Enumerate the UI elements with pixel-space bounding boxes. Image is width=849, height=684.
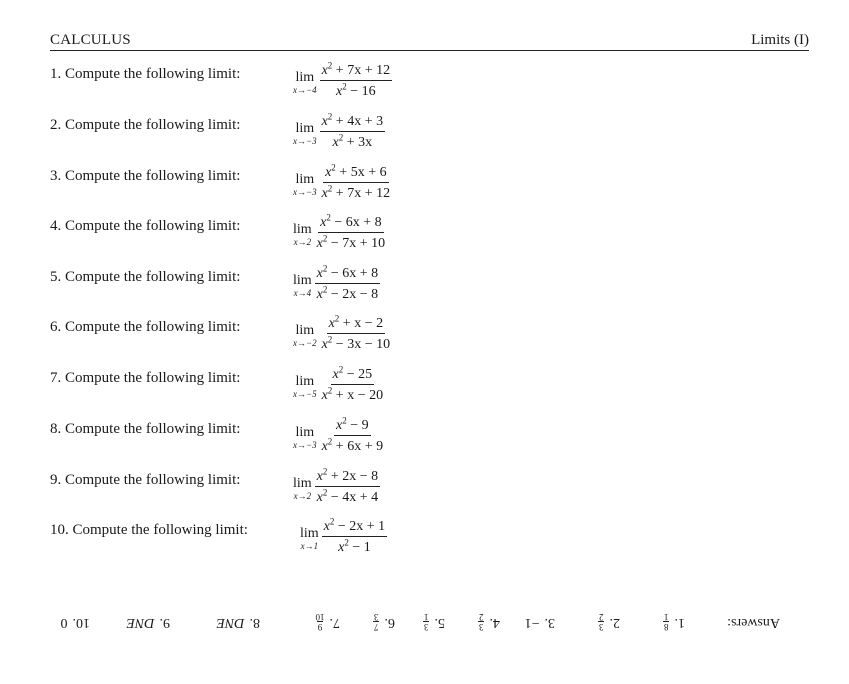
numerator	[318, 214, 384, 233]
numerator-terms: − 25	[343, 367, 373, 382]
limit-expression	[293, 58, 392, 104]
limit-expression	[293, 261, 380, 307]
answer-value: DNE	[216, 615, 245, 630]
limit-arrow: →	[297, 440, 306, 450]
limit-variable: x	[293, 187, 297, 197]
answer-value: 0	[60, 615, 68, 630]
problem-5	[50, 261, 450, 307]
numerator-terms: − 6x + 8	[327, 266, 379, 281]
limit-variable: x	[293, 491, 298, 501]
numerator	[322, 518, 388, 537]
denominator-exponent: 2	[327, 183, 333, 194]
answer-3	[525, 608, 555, 636]
problem-label	[50, 421, 240, 438]
limit-variable: x	[300, 541, 305, 551]
problem-1	[50, 58, 450, 104]
numerator-exponent: 2	[342, 415, 347, 426]
problem-number: 4.	[50, 218, 62, 234]
denominator-exponent: 2	[338, 132, 344, 143]
answer-numerator: 3	[424, 622, 429, 633]
denominator-terms: − 2x − 8	[327, 287, 379, 302]
denominator-variable: x	[332, 135, 339, 150]
denominator	[315, 284, 381, 303]
denominator-exponent: 2	[322, 487, 328, 498]
problem-2	[50, 109, 450, 155]
limit-subscript	[293, 339, 317, 348]
numerator-variable: x	[323, 519, 330, 534]
denominator-variable: x	[321, 439, 328, 454]
limit-arrow: →	[297, 237, 307, 247]
lim-word: lim	[300, 526, 319, 541]
denominator-variable: x	[321, 388, 328, 403]
problem-label	[50, 66, 240, 83]
denominator-terms: + x − 20	[332, 388, 384, 403]
numerator	[334, 417, 371, 436]
limit-operator	[293, 426, 317, 450]
answer-number: 10.	[72, 615, 90, 630]
denominator	[315, 487, 381, 506]
problem-number: 7.	[50, 370, 62, 386]
problem-number: 6.	[50, 319, 62, 335]
answer-denominator: 10	[315, 612, 325, 623]
denominator-variable: x	[316, 287, 323, 302]
denominator-variable: x	[316, 236, 323, 251]
numerator-variable: x	[328, 316, 335, 331]
limit-point: 2	[306, 491, 312, 501]
denominator	[320, 436, 386, 455]
limit-operator	[293, 274, 312, 298]
answer-8	[217, 608, 261, 636]
denominator	[320, 385, 386, 404]
limit-variable: x	[293, 389, 297, 399]
numerator	[320, 62, 393, 81]
limit-operator	[300, 527, 319, 551]
numerator-terms: + x − 2	[339, 316, 384, 331]
problem-8	[50, 413, 450, 459]
rational-function	[320, 315, 393, 353]
problem-number: 8.	[50, 421, 62, 437]
answer-number: 9.	[159, 615, 170, 630]
answers-label: Answers:	[727, 615, 780, 630]
numerator-terms: + 7x + 12	[332, 63, 391, 78]
denominator-exponent: 2	[322, 284, 328, 295]
denominator-exponent: 2	[327, 385, 333, 396]
answer-number: 2.	[609, 615, 620, 630]
denominator-variable: x	[336, 84, 343, 99]
rational-function	[320, 366, 386, 404]
answer-value: −1	[524, 615, 540, 630]
denominator-exponent: 2	[344, 537, 349, 548]
limit-arrow: →	[297, 389, 306, 399]
problem-6	[50, 311, 450, 357]
denominator	[320, 334, 393, 353]
numerator-exponent: 2	[329, 516, 335, 527]
limit-subscript	[293, 86, 317, 95]
problem-3	[50, 160, 450, 206]
limit-operator	[293, 173, 317, 197]
numerator-variable: x	[320, 215, 327, 230]
limit-variable: x	[293, 288, 298, 298]
subject-title: CALCULUS	[50, 32, 131, 48]
numerator-terms: − 2x + 1	[334, 519, 386, 534]
numerator-terms: − 6x + 8	[330, 215, 382, 230]
limit-subscript	[294, 238, 312, 247]
problem-label	[50, 472, 240, 489]
limit-point: −2	[306, 338, 317, 348]
denominator	[331, 132, 375, 151]
denominator-exponent: 2	[327, 334, 333, 345]
problem-label	[50, 269, 240, 286]
answer-value: DNE	[126, 615, 155, 630]
limit-variable: x	[293, 136, 297, 146]
answer-denominator: 1	[424, 612, 429, 623]
limit-subscript	[293, 441, 317, 450]
limit-expression	[293, 311, 392, 357]
limit-point: −3	[306, 187, 317, 197]
numerator-variable: x	[316, 266, 323, 281]
problem-9	[50, 464, 450, 510]
limit-point: −4	[306, 85, 317, 95]
answer-number: 1.	[674, 615, 685, 630]
answer-numerator: 8	[664, 622, 669, 633]
denominator	[336, 537, 373, 556]
limit-operator	[293, 375, 317, 399]
answer-fraction	[478, 613, 485, 632]
problem-number: 1.	[50, 66, 62, 82]
problem-number: 9.	[50, 472, 62, 488]
answer-denominator: 2	[599, 612, 604, 623]
answer-2	[598, 608, 620, 636]
denominator-exponent: 2	[322, 233, 328, 244]
limit-operator	[293, 324, 317, 348]
numerator-exponent: 2	[338, 364, 344, 375]
numerator-variable: x	[321, 114, 328, 129]
answer-numerator: 9	[317, 622, 323, 633]
numerator	[315, 265, 381, 284]
limit-arrow: →	[297, 288, 307, 298]
answer-numerator: 3	[599, 622, 604, 633]
limit-operator	[293, 71, 317, 95]
problem-prompt: Compute the following limit:	[65, 117, 241, 133]
problem-prompt: Compute the following limit:	[72, 522, 248, 538]
rational-function	[320, 62, 393, 100]
answer-4	[478, 608, 500, 636]
problem-4	[50, 210, 450, 256]
problem-prompt: Compute the following limit:	[65, 269, 241, 285]
denominator	[315, 233, 388, 252]
denominator	[334, 81, 378, 100]
limit-point: −3	[306, 440, 317, 450]
numerator-variable: x	[332, 367, 339, 382]
rational-function	[320, 164, 393, 202]
limit-arrow: →	[297, 187, 306, 197]
problem-number: 3.	[50, 168, 62, 184]
limit-expression	[293, 362, 385, 408]
answer-number: 7.	[329, 615, 340, 630]
limit-expression	[293, 210, 387, 256]
answer-fraction	[373, 613, 380, 632]
lim-word: lim	[295, 323, 315, 338]
rational-function	[320, 113, 386, 151]
lim-word: lim	[295, 70, 315, 85]
limit-subscript	[301, 542, 319, 551]
limit-variable: x	[293, 85, 297, 95]
answers-footer	[40, 608, 780, 636]
problem-prompt: Compute the following limit:	[65, 319, 241, 335]
limit-expression	[293, 160, 392, 206]
problem-label	[50, 218, 240, 235]
denominator-terms: + 7x + 12	[332, 186, 391, 201]
answer-number: 5.	[434, 615, 445, 630]
lim-word: lim	[293, 476, 312, 491]
answer-numerator: 7	[374, 622, 379, 633]
limit-arrow: →	[297, 491, 307, 501]
numerator-variable: x	[316, 469, 323, 484]
limit-point: −3	[306, 136, 317, 146]
answer-6	[373, 608, 395, 636]
denominator-variable: x	[338, 540, 345, 555]
limit-variable: x	[293, 338, 297, 348]
answer-fraction	[663, 613, 670, 632]
numerator-variable: x	[336, 418, 343, 433]
numerator-variable: x	[325, 165, 332, 180]
problem-label	[50, 319, 240, 336]
limit-expression	[293, 109, 385, 155]
numerator-exponent: 2	[322, 263, 328, 274]
numerator	[320, 113, 386, 132]
numerator-exponent: 2	[322, 466, 328, 477]
denominator-terms: + 6x + 9	[332, 439, 384, 454]
problem-number: 2.	[50, 117, 62, 133]
answer-number: 8.	[249, 615, 260, 630]
lim-word: lim	[293, 222, 312, 237]
answer-denominator: 2	[479, 612, 484, 623]
rational-function	[322, 518, 388, 556]
answer-numerator: 3	[479, 622, 484, 633]
limit-subscript	[293, 137, 317, 146]
answer-5	[423, 608, 445, 636]
rational-function	[315, 265, 381, 303]
limit-operator	[293, 477, 312, 501]
denominator	[320, 183, 393, 202]
numerator-exponent: 2	[327, 111, 333, 122]
limit-arrow: →	[297, 85, 306, 95]
limit-arrow: →	[297, 338, 306, 348]
denominator-exponent: 2	[327, 436, 333, 447]
answer-1	[663, 608, 685, 636]
problem-prompt: Compute the following limit:	[65, 370, 241, 386]
denominator-terms: − 7x + 10	[327, 236, 386, 251]
limit-point: 4	[306, 288, 312, 298]
answer-fraction	[598, 613, 605, 632]
limit-point: 1	[313, 541, 319, 551]
page-header	[50, 30, 809, 51]
denominator-exponent: 2	[342, 81, 347, 92]
numerator-variable: x	[321, 63, 328, 78]
numerator	[327, 315, 386, 334]
limit-variable: x	[293, 237, 298, 247]
problem-prompt: Compute the following limit:	[65, 218, 241, 234]
numerator-terms: + 4x + 3	[332, 114, 384, 129]
answer-10	[61, 608, 91, 636]
denominator-terms: − 3x − 10	[332, 337, 391, 352]
limit-expression	[293, 464, 380, 510]
limit-arrow: →	[304, 541, 314, 551]
numerator-exponent: 2	[331, 162, 336, 173]
problem-7	[50, 362, 450, 408]
denominator-terms: + 3x	[343, 135, 373, 150]
answer-number: 3.	[544, 615, 555, 630]
lim-word: lim	[295, 121, 315, 136]
problem-prompt: Compute the following limit:	[65, 421, 241, 437]
problem-number: 5.	[50, 269, 62, 285]
limit-point: −5	[306, 389, 317, 399]
denominator-variable: x	[321, 337, 328, 352]
limit-operator	[293, 223, 312, 247]
problem-prompt: Compute the following limit:	[65, 66, 241, 82]
problem-label	[50, 117, 240, 134]
problem-label	[50, 522, 248, 539]
problem-prompt: Compute the following limit:	[65, 472, 241, 488]
limit-variable: x	[293, 440, 297, 450]
numerator	[323, 164, 389, 183]
numerator-exponent: 2	[334, 313, 340, 324]
problem-label	[50, 370, 240, 387]
denominator-terms: − 16	[346, 84, 376, 99]
problem-prompt: Compute the following limit:	[65, 168, 241, 184]
limit-operator	[293, 122, 317, 146]
limit-subscript	[293, 188, 317, 197]
problem-10	[50, 514, 450, 560]
rational-function	[315, 214, 388, 252]
lim-word: lim	[295, 374, 315, 389]
lim-word: lim	[293, 273, 312, 288]
numerator-terms: − 9	[346, 418, 369, 433]
limit-subscript	[294, 289, 312, 298]
numerator	[315, 468, 381, 487]
denominator-terms: − 4x + 4	[327, 490, 379, 505]
answer-fraction	[423, 613, 430, 632]
problem-number: 10.	[50, 522, 69, 538]
limit-arrow: →	[297, 136, 306, 146]
numerator-terms: + 2x − 8	[327, 469, 379, 484]
denominator-variable: x	[321, 186, 328, 201]
topic-title: Limits (I)	[751, 32, 809, 48]
numerator	[331, 366, 375, 385]
rational-function	[315, 468, 381, 506]
answer-9	[127, 608, 171, 636]
answer-denominator: 3	[374, 612, 379, 623]
limit-expression	[293, 413, 385, 459]
answer-fraction	[316, 613, 325, 632]
denominator-terms: − 1	[348, 540, 371, 555]
lim-word: lim	[295, 425, 315, 440]
limit-expression	[300, 514, 387, 560]
answer-number: 6.	[384, 615, 395, 630]
answer-denominator: 1	[664, 612, 669, 623]
lim-word: lim	[295, 172, 315, 187]
numerator-exponent: 2	[327, 60, 333, 71]
rational-function	[320, 417, 386, 455]
numerator-exponent: 2	[326, 212, 331, 223]
answer-number: 4.	[489, 615, 500, 630]
limit-subscript	[293, 390, 317, 399]
numerator-terms: + 5x + 6	[335, 165, 387, 180]
limit-subscript	[294, 492, 312, 501]
limit-point: 2	[306, 237, 312, 247]
denominator-variable: x	[316, 490, 323, 505]
problem-label	[50, 168, 240, 185]
answer-7	[316, 608, 341, 636]
